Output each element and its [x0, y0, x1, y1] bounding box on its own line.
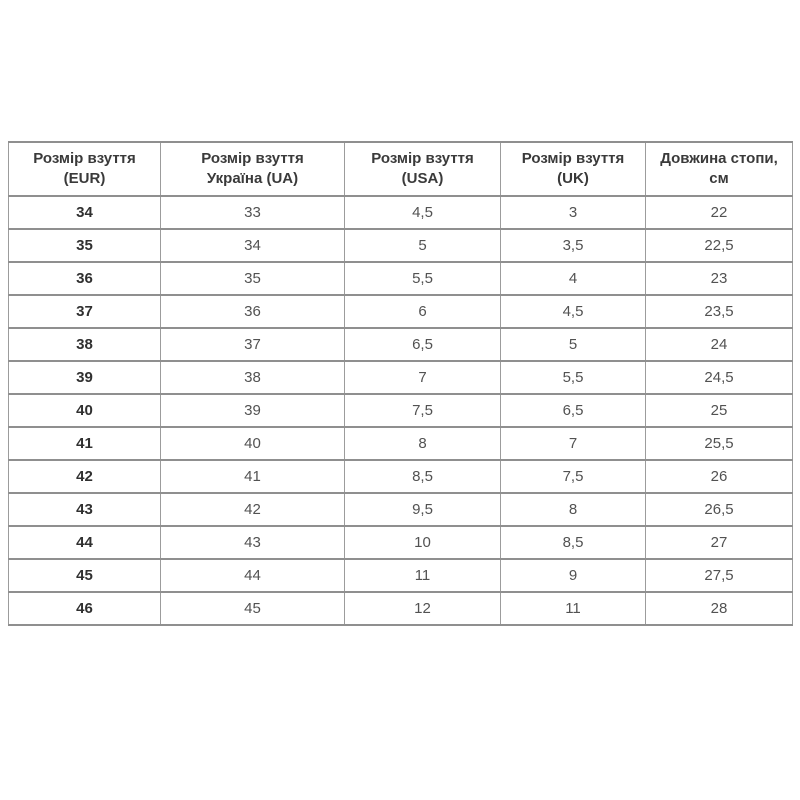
table-cell: 8,5 [345, 460, 501, 493]
table-cell: 12 [345, 592, 501, 625]
column-header-line2: Україна (UA) [206, 170, 299, 187]
table-row [9, 229, 793, 262]
table-cell: 9,5 [345, 493, 501, 526]
table-cell: 42 [161, 493, 345, 526]
table-cell: 33 [161, 196, 345, 229]
column-header [345, 142, 501, 196]
table-cell: 10 [345, 526, 501, 559]
table-row [9, 394, 793, 427]
table-cell: 45 [9, 559, 161, 592]
table-cell: 36 [9, 262, 161, 295]
table-cell: 44 [9, 526, 161, 559]
column-header-line1: Розмір взуття [201, 150, 304, 167]
table-cell: 34 [161, 229, 345, 262]
table-cell: 5,5 [345, 262, 501, 295]
column-header [9, 142, 161, 196]
table-cell: 3,5 [501, 229, 646, 262]
column-header-line2: (USA) [401, 170, 444, 187]
table-row [9, 262, 793, 295]
column-header-line2: (UK) [557, 170, 589, 187]
table-row [9, 559, 793, 592]
column-header-line1: Довжина стопи, [660, 150, 778, 167]
table-cell: 37 [9, 295, 161, 328]
table-cell: 8,5 [501, 526, 646, 559]
table-row [9, 328, 793, 361]
table-cell: 3 [501, 196, 646, 229]
table-body [9, 196, 793, 625]
table-cell: 34 [9, 196, 161, 229]
header-row [9, 142, 793, 196]
table-cell: 7,5 [345, 394, 501, 427]
table-row [9, 493, 793, 526]
table-cell: 26,5 [646, 493, 793, 526]
table-cell: 28 [646, 592, 793, 625]
table-cell: 6,5 [501, 394, 646, 427]
column-header [646, 142, 793, 196]
table-cell: 27,5 [646, 559, 793, 592]
table-cell: 4,5 [345, 196, 501, 229]
table-row [9, 295, 793, 328]
table-cell: 37 [161, 328, 345, 361]
table-cell: 22 [646, 196, 793, 229]
table-header [9, 142, 793, 196]
table-row [9, 361, 793, 394]
table-cell: 35 [9, 229, 161, 262]
table-cell: 25 [646, 394, 793, 427]
table-cell: 38 [9, 328, 161, 361]
table-cell: 43 [161, 526, 345, 559]
table-cell: 45 [161, 592, 345, 625]
column-header-line1: Розмір взуття [33, 150, 136, 167]
table-cell: 35 [161, 262, 345, 295]
table-cell: 6,5 [345, 328, 501, 361]
table-cell: 46 [9, 592, 161, 625]
table-cell: 40 [9, 394, 161, 427]
table-row [9, 196, 793, 229]
table-row [9, 460, 793, 493]
table-cell: 39 [161, 394, 345, 427]
table-cell: 24,5 [646, 361, 793, 394]
table-cell: 4 [501, 262, 646, 295]
column-header-line1: Розмір взуття [521, 150, 625, 167]
table-cell: 25,5 [646, 427, 793, 460]
column-header-line2: см [709, 170, 729, 187]
table-row [9, 592, 793, 625]
table-cell: 8 [501, 493, 646, 526]
table-cell: 4,5 [501, 295, 646, 328]
table-cell: 7 [501, 427, 646, 460]
table-cell: 36 [161, 295, 345, 328]
table-cell: 23,5 [646, 295, 793, 328]
table-cell: 6 [345, 295, 501, 328]
shoe-size-conversion-table [8, 141, 793, 626]
table-cell: 11 [345, 559, 501, 592]
table-cell: 27 [646, 526, 793, 559]
column-header-line1: Розмір взуття [371, 150, 474, 167]
table-cell: 23 [646, 262, 793, 295]
table-cell: 5 [345, 229, 501, 262]
table-cell: 39 [9, 361, 161, 394]
table-row [9, 526, 793, 559]
table-cell: 41 [9, 427, 161, 460]
table-cell: 7 [345, 361, 501, 394]
table-row [9, 427, 793, 460]
table-cell: 38 [161, 361, 345, 394]
table-cell: 5,5 [501, 361, 646, 394]
table-cell: 8 [345, 427, 501, 460]
column-header [501, 142, 646, 196]
table-cell: 7,5 [501, 460, 646, 493]
column-header [161, 142, 345, 196]
table-cell: 44 [161, 559, 345, 592]
table-cell: 41 [161, 460, 345, 493]
column-header-line2: (EUR) [63, 170, 106, 187]
table-cell: 26 [646, 460, 793, 493]
table-cell: 22,5 [646, 229, 793, 262]
table-cell: 40 [161, 427, 345, 460]
table-cell: 42 [9, 460, 161, 493]
table-cell: 9 [501, 559, 646, 592]
table-cell: 43 [9, 493, 161, 526]
table-cell: 11 [501, 592, 646, 625]
table-cell: 24 [646, 328, 793, 361]
table-cell: 5 [501, 328, 646, 361]
